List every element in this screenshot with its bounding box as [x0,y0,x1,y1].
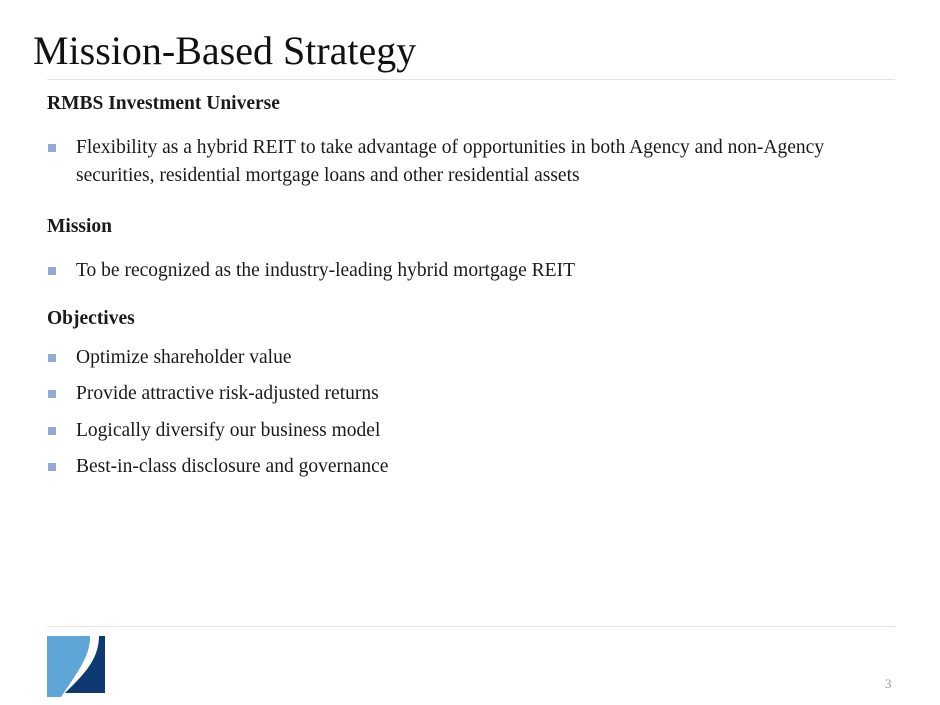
company-logo [47,635,107,699]
bullet-square-icon [48,463,56,471]
bullet-square-icon [48,427,56,435]
bullet-item: Provide attractive risk-adjusted returns [47,380,897,408]
bullet-item: Logically diversify our business model [47,417,897,445]
section-heading-objectives: Objectives [47,308,135,329]
bullet-item: To be recognized as the industry-leading hybrid mortgage REIT [47,257,897,285]
bottom-divider [47,626,895,627]
page-number: 3 [885,676,892,691]
bullet-item: Optimize shareholder value [47,344,897,372]
bullet-square-icon [48,354,56,362]
bullet-square-icon [48,390,56,398]
bullet-item: Best-in-class disclosure and governance [47,453,897,481]
bullet-square-icon [48,267,56,275]
slide-title: Mission-Based Strategy [33,28,417,73]
top-divider [47,79,895,80]
bullet-item: Flexibility as a hybrid REIT to take advantage of opportunities in both Agency and non-Agency securities, residential mortgage loans and other residential assets [47,134,897,190]
section-heading-mission: Mission [47,216,113,237]
section-heading-rmbs: RMBS Investment Universe [47,93,280,114]
bullet-square-icon [48,144,56,152]
